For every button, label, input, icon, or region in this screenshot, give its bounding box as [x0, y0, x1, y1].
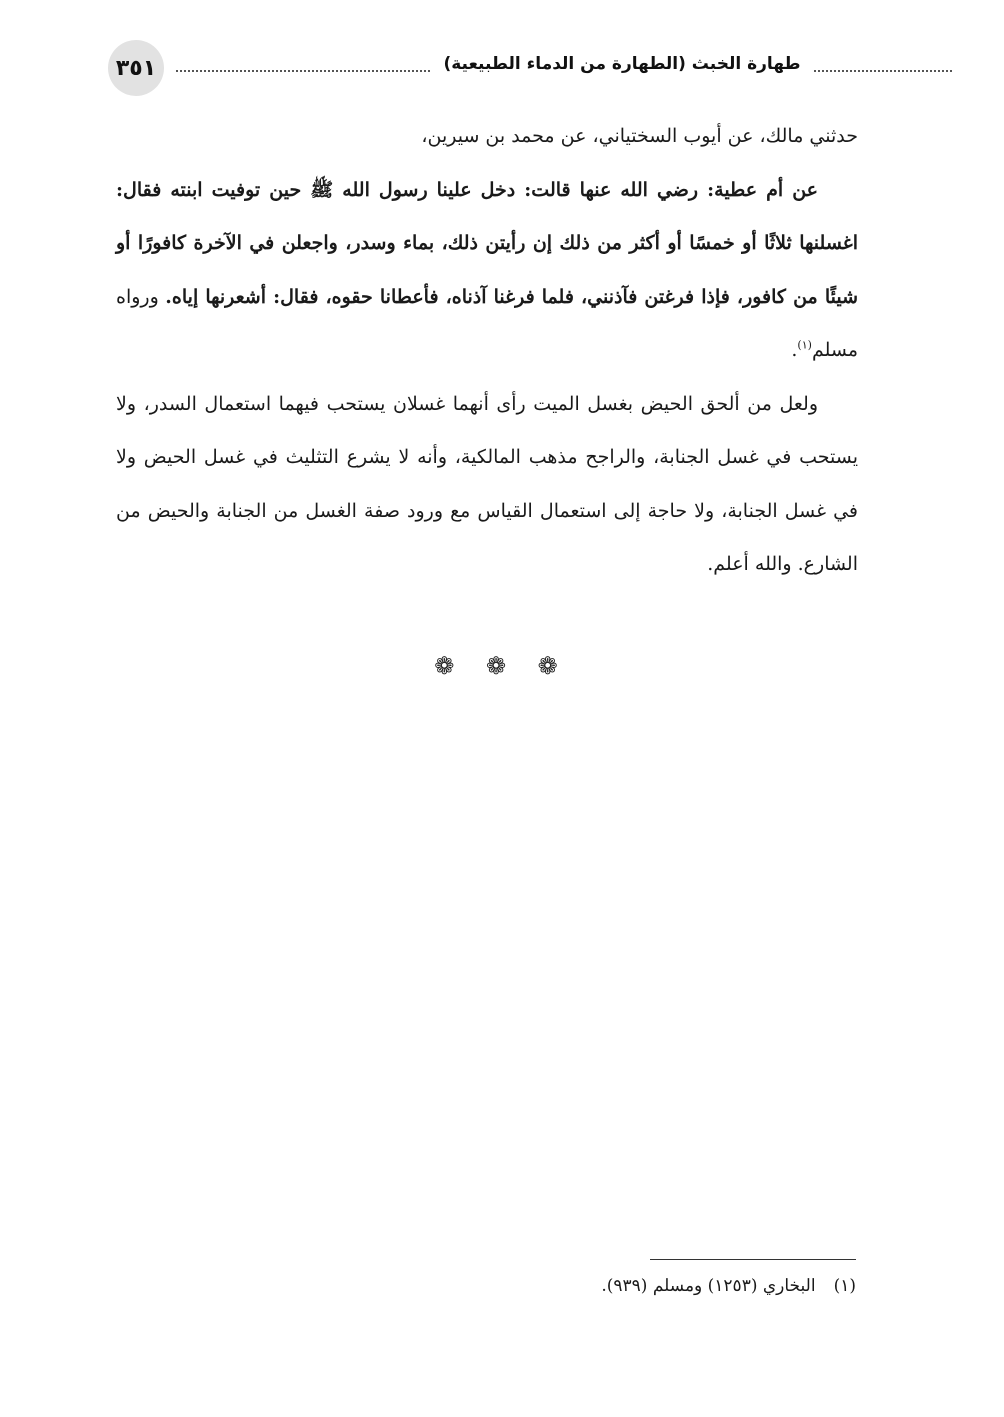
running-title: طهارة الخبث (الطهارة من الدماء الطبيعية) — [443, 54, 801, 74]
section-separator: ❁ ❁ ❁ — [434, 652, 570, 680]
main-text — [116, 110, 858, 592]
commentary-paragraph: ولعل من ألحق الحيض بغسل الميت رأى أنهما غسلان يستحب فيهما استعمال السدر، ولا يستحب في غسل الجنابة، والراجح مذهب المالكية، وأنه لا يشرع التثليث في غسل الحيض ولا في غسل الجنابة، ولا حاجة إلى استعمال القياس مع ورود صفة الغسل من الجنابة والحيض من الشارع. والله أعلم. — [116, 392, 858, 575]
footnote-number: (١) — [833, 1276, 856, 1296]
footnote-reference[interactable]: (١) — [797, 338, 812, 352]
hadith-text: عن أم عطية: رضي الله عنها قالت: دخل علينا رسول الله ﷺ حين توفيت ابنته فقال: اغسلنها ثلاثًا أو خمسًا أو أكثر من ذلك إن رأيتن ذلك، بماء وسدر، واجعلن في الآخرة كافورًا أو شيئًا من كافور، فإذا فرغتن فآذنني، فلما فرغنا آذناه، فأعطانا حقوه، فقال: أشعرنها إياه. — [116, 178, 858, 308]
chain-of-narration: حدثني مالك، عن أيوب السختياني، عن محمد بن سيرين، — [421, 125, 858, 147]
page-number-badge — [108, 40, 164, 96]
footnote-divider — [650, 1259, 856, 1260]
header-dotted-leader-left — [176, 70, 430, 72]
footnote — [300, 1276, 856, 1296]
page-number: ٣٥١ — [115, 55, 157, 81]
footnote-text: البخاري (١٢٥٣) ومسلم (٩٣٩). — [601, 1276, 816, 1296]
hadith-source: ورواه مسلم — [116, 285, 858, 361]
hadith-end-punct: . — [791, 339, 798, 361]
header-dotted-leader-right — [814, 70, 952, 72]
hadith-paragraph — [116, 164, 858, 378]
page-header — [108, 40, 860, 100]
